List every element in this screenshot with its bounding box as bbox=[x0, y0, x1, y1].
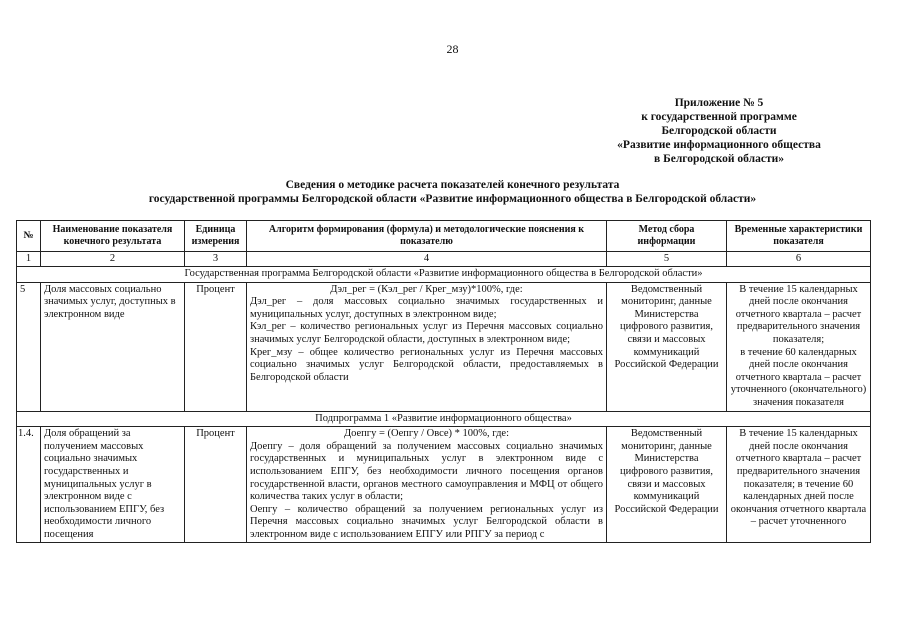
column-number: 3 bbox=[185, 252, 247, 267]
indicator-unit: Процент bbox=[185, 282, 247, 411]
formula-explanation: Дэл_рег – доля массовых социально значимых государственных и муниципальных услуг, доступных в электронном виде; bbox=[250, 296, 603, 320]
formula-explanation: Крег_мзу – общее количество региональных услуг из Перечня массовых социально значимых услуг Белгородской области, предоставляемых в Белгородской области bbox=[250, 346, 603, 383]
appendix-line-4: «Развитие информационного общества bbox=[617, 139, 821, 151]
time-final: в течение 60 календарных дней после окончания отчетного квартала – расчет уточненного (окончательного) значения показателя bbox=[730, 346, 867, 408]
page-number: 28 bbox=[446, 42, 459, 56]
appendix-line-5: в Белгородской области» bbox=[654, 153, 784, 165]
subprogram-row bbox=[17, 411, 871, 427]
header-time: Временные характеристики показателя bbox=[727, 221, 871, 252]
formula-explanation: Доепгу – доля обращений за получением массовых социально значимых государственных и муниципальных услуг в электронном виде с использованием ЕПГУ, без необходимости личного посещения органов государственной власти, органов местного самоуправления и МФЦ от общего количества таких услуг в области; bbox=[250, 440, 603, 503]
column-number: 1 bbox=[17, 252, 41, 267]
column-numbers-row bbox=[17, 252, 871, 267]
collection-method: Ведомственный мониторинг, данные Министерства цифрового развития, связи и массовых коммуникаций Российской Федерации bbox=[607, 427, 727, 543]
indicator-unit: Процент bbox=[185, 427, 247, 543]
time-characteristics bbox=[727, 282, 871, 411]
formula: Дэл_рег = (Кэл_рег / Крег_мзу)*100%, где: bbox=[330, 283, 523, 295]
row-number: 1.4. bbox=[17, 427, 41, 543]
subprogram-title: Подпрограмма 1 «Развитие информационного общества» bbox=[17, 411, 871, 427]
column-number: 2 bbox=[41, 252, 185, 267]
collection-method: Ведомственный мониторинг, данные Министерства цифрового развития, связи и массовых коммуникаций Российской Федерации bbox=[607, 282, 727, 411]
appendix-heading bbox=[589, 96, 849, 166]
document-title-line-2: государственной программы Белгородской области «Развитие информационного общества в Белгородской области» bbox=[148, 193, 757, 205]
time-preliminary: В течение 15 календарных дней после окончания отчетного квартала – расчет предварительного значения показателя; bbox=[735, 283, 862, 345]
formula: Доепгу = (Оепгу / Овсе) * 100%, где: bbox=[343, 428, 509, 440]
appendix-line-2: к государственной программе bbox=[641, 111, 797, 123]
table-row bbox=[17, 282, 871, 411]
header-unit: Единица измерения bbox=[185, 221, 247, 252]
column-number: 6 bbox=[727, 252, 871, 267]
document-title bbox=[0, 178, 905, 206]
indicator-name: Доля обращений за получением массовых социально значимых государственных и муниципальных услуг в электронном виде с использованием ЕПГУ, без необходимости личного посещения bbox=[41, 427, 185, 543]
header-method: Метод сбора информации bbox=[607, 221, 727, 252]
column-number: 4 bbox=[247, 252, 607, 267]
header-num: № bbox=[17, 221, 41, 252]
indicator-algorithm bbox=[247, 427, 607, 543]
appendix-line-1: Приложение № 5 bbox=[674, 97, 764, 109]
section-row bbox=[17, 267, 871, 283]
header-name: Наименование показателя конечного результата bbox=[41, 221, 185, 252]
header-algorithm: Алгоритм формирования (формула) и методологические пояснения к показателю bbox=[247, 221, 607, 252]
table-header-row bbox=[17, 221, 871, 252]
time-characteristics: В течение 15 календарных дней после окончания отчетного квартала – расчет предварительного значения показателя; в течение 60 календарных дней после окончания отчетного квартала – расчет уточненного bbox=[727, 427, 871, 543]
formula-explanation: Оепгу – количество обращений за получением региональных услуг из Перечня массовых социально значимых услуг Белгородской области в электронном виде с использованием ЕПГУ или РПГУ за период с bbox=[250, 503, 603, 540]
table-row bbox=[17, 427, 871, 543]
document-title-line-1: Сведения о методике расчета показателей конечного результата bbox=[285, 179, 620, 191]
column-number: 5 bbox=[607, 252, 727, 267]
indicator-name: Доля массовых социально значимых услуг, доступных в электронном виде bbox=[41, 282, 185, 411]
formula-explanation: Кэл_рег – количество региональных услуг из Перечня массовых социально значимых услуг Белгородской области, доступных в электронном виде; bbox=[250, 321, 603, 345]
row-number: 5 bbox=[17, 282, 41, 411]
indicator-algorithm bbox=[247, 282, 607, 411]
section-title: Государственная программа Белгородской области «Развитие информационного общества в Белгородской области» bbox=[17, 267, 871, 283]
methodology-table bbox=[16, 220, 871, 543]
appendix-line-3: Белгородской области bbox=[661, 125, 777, 137]
